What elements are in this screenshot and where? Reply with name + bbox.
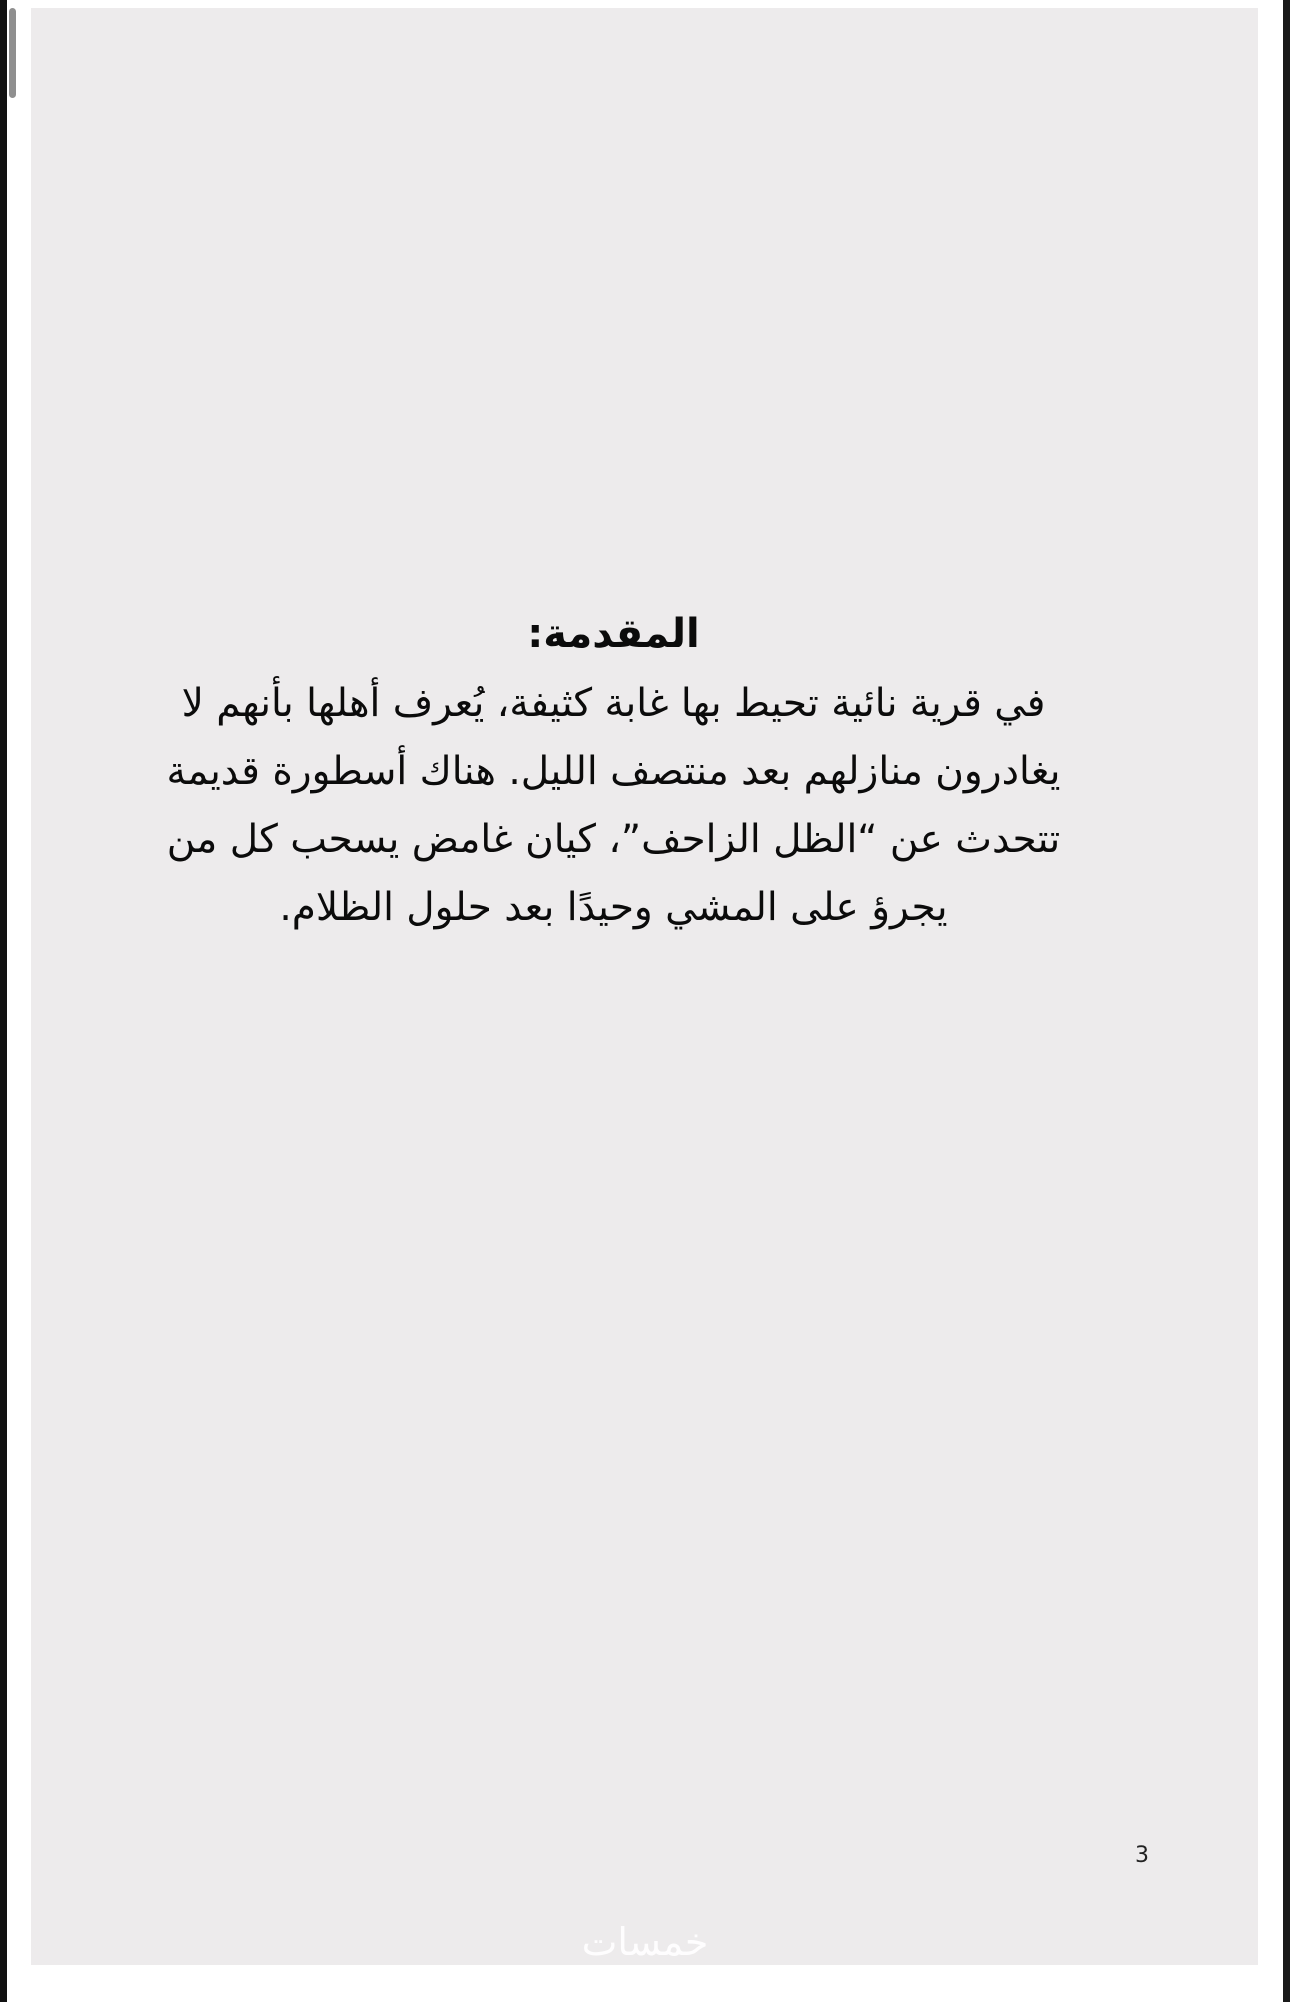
page-content [90, 598, 1137, 942]
section-heading: المقدمة: [527, 611, 700, 657]
document-page [31, 8, 1258, 1965]
vertical-scrollbar-thumb[interactable] [9, 8, 16, 98]
left-border [0, 0, 7, 2002]
right-border [1283, 0, 1290, 2002]
watermark-logo: خمسات [581, 1920, 709, 1964]
page-number: 3 [1135, 1843, 1149, 1868]
story-paragraph: في قرية نائية تحيط بها غابة كثيفة، يُعرف أهلها بأنهم لا يغادرون منازلهم بعد منتصف الليل. هناك أسطورة قديمة تتحدث عن “الظل الزاحف”، كيان غامض يسحب كل من يجرؤ على المشي وحيدًا بعد حلول الظلام. [166, 681, 1061, 930]
